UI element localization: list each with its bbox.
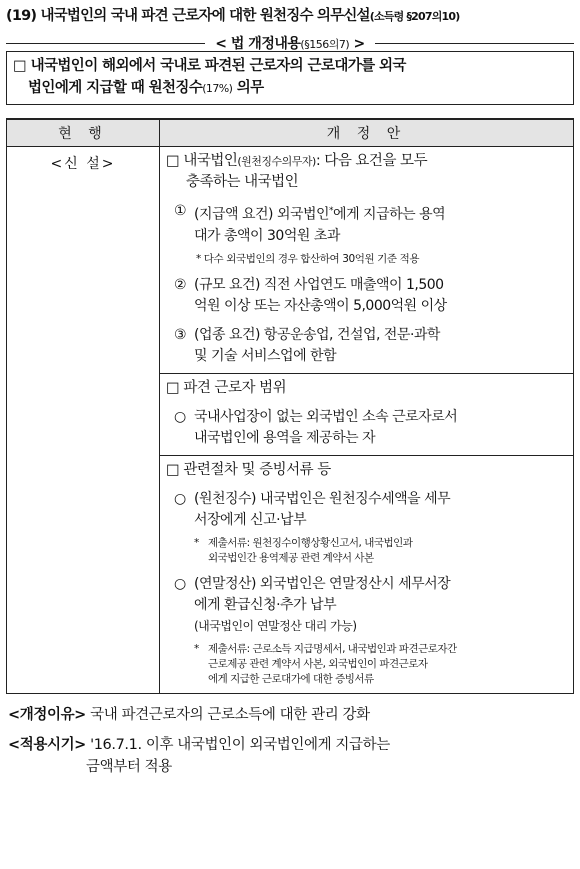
asterisk-icon: *: [194, 642, 199, 655]
requirement-1-note: * 다수 외국법인의 경우 합산하여 30억원 기준 적용: [196, 252, 420, 265]
apply-label: <적용시기>: [8, 736, 86, 753]
year-end-settlement-note: [166, 642, 569, 687]
section-title: [6, 4, 574, 25]
c3-note-b: 근로제공 관련 계약서 사본, 외국법인이 파견근로자: [208, 657, 428, 670]
amendment-subheading: [6, 33, 574, 53]
checkbox-square-icon: □: [166, 379, 180, 396]
c3-text-a: (연말정산) 외국법인은 연말정산시 세무서장: [194, 575, 451, 592]
n1-text-a: (지급액 요건) 외국법인: [194, 206, 330, 223]
summary-text-1: 내국법인이 해외에서 국내로 파견된 근로자의 근로대가를 외국: [30, 58, 406, 74]
header-revised: 개 정 안: [160, 119, 574, 147]
checkbox-square-icon: □: [166, 153, 180, 169]
table-header-row: [7, 119, 574, 147]
n2-text-b: 억원 이상 또는 자산총액이 5,000억원 이상: [194, 297, 447, 314]
subheading-text: [205, 33, 374, 53]
checkbox-square-icon: □: [13, 58, 27, 74]
footer-notes: [6, 704, 574, 778]
c3-note-c: 에게 지급한 근로대가에 대한 증빙서류: [208, 672, 374, 685]
section-procedures: [160, 455, 573, 693]
reason-text: 국내 파견근로자의 근로소득에 대한 관리 강화: [85, 706, 370, 723]
section-dispatched-workers: [160, 373, 573, 455]
s1-text-b: (원천징수의무자): [237, 155, 316, 168]
s1-text-d: 충족하는 내국법인: [186, 174, 299, 190]
circled-1-icon: ①: [174, 203, 187, 219]
summary-text-3: 의무: [232, 80, 264, 96]
domestic-corporation-heading: [166, 151, 569, 193]
apply-line: [8, 734, 574, 756]
withholding-note: [166, 536, 569, 566]
year-end-settlement-item: [166, 574, 569, 637]
apply-text-2: 금액부터 적용: [86, 758, 172, 775]
c2-text-a: (원천징수) 내국법인은 원천징수세액을 세무: [194, 490, 451, 507]
circled-2-icon: ②: [174, 276, 187, 293]
subheading-rule-right: [375, 43, 574, 44]
subheading-rule-left: [6, 43, 205, 44]
table-body-row: [7, 147, 574, 694]
circle-bullet-icon: ○: [174, 408, 186, 425]
revised-cell: [160, 147, 574, 694]
apply-text-1: '16.7.1. 이후 내국법인이 외국법인에게 지급하는: [85, 736, 390, 753]
s1-text-a: 내국법인: [183, 153, 238, 169]
procedures-heading: [166, 460, 569, 481]
c2-note-b: 외국법인간 용역제공 관련 계약서 사본: [208, 551, 374, 564]
c3-text-c: (내국법인이 연말정산 대리 가능): [194, 618, 357, 633]
circle-bullet-icon: ○: [174, 575, 186, 592]
c1-text-a: 국내사업장이 없는 외국법인 소속 근로자로서: [194, 408, 458, 425]
reason-line: [8, 704, 574, 726]
requirement-2: [166, 275, 569, 317]
dispatched-workers-heading: [166, 378, 569, 399]
comparison-table: [6, 118, 574, 694]
subheading-ref: (§156의7): [300, 38, 350, 51]
n3-text-b: 및 기술 서비스업에 한함: [194, 347, 337, 364]
s3-text: 관련절차 및 증빙서류 등: [183, 461, 331, 478]
n1-text-c: 대가 총액이 30억원 초과: [194, 227, 340, 244]
c2-note-a: 제출서류: 원천징수이행상황신고서, 내국법인과: [208, 536, 413, 549]
s2-text: 파견 근로자 범위: [183, 379, 287, 396]
section-domestic-corporation: [160, 147, 573, 373]
c1-text-b: 내국법인에 용역을 제공하는 자: [194, 429, 376, 446]
subheading-label: < 법 개정내용: [215, 36, 301, 52]
section-title-text: (19) 내국법인의 국내 파견 근로자에 대한 원천징수 의무신설: [6, 8, 370, 24]
circled-3-icon: ③: [174, 326, 187, 343]
summary-line-1: [13, 55, 567, 77]
amendment-summary-box: [6, 51, 574, 105]
s1-text-c: : 다음 요건을 모두: [315, 153, 428, 169]
current-cell: <신 설>: [7, 147, 160, 694]
c3-text-b: 에게 환급신청·추가 납부: [194, 596, 337, 613]
reason-label: <개정이유>: [8, 706, 86, 723]
n2-text-a: (규모 요건) 직전 사업연도 매출액이 1,500: [194, 276, 444, 293]
n1-star: *: [329, 206, 334, 216]
section-title-ref: (소득령 §207의10): [369, 10, 460, 23]
checkbox-square-icon: □: [166, 461, 180, 478]
summary-text-2: 법인에게 지급할 때 원천징수: [28, 80, 203, 96]
summary-line-2: [13, 77, 567, 100]
c2-text-b: 서장에게 신고·납부: [194, 511, 307, 528]
summary-rate: (17%): [202, 82, 233, 95]
header-current: 현 행: [7, 119, 160, 147]
subheading-end: >: [349, 36, 365, 52]
n1-text-b: 에게 지급하는 용역: [333, 206, 446, 223]
circle-bullet-icon: ○: [174, 490, 186, 507]
withholding-item: [166, 489, 569, 531]
requirement-3: [166, 325, 569, 367]
worker-scope-item: [166, 407, 569, 449]
c3-note-a: 제출서류: 근로소득 지급명세서, 내국법인과 파견근로자간: [208, 642, 457, 655]
asterisk-icon: *: [194, 536, 199, 549]
n3-text-a: (업종 요건) 항공운송업, 건설업, 전문·과학: [194, 326, 440, 343]
requirement-1: [166, 201, 569, 247]
